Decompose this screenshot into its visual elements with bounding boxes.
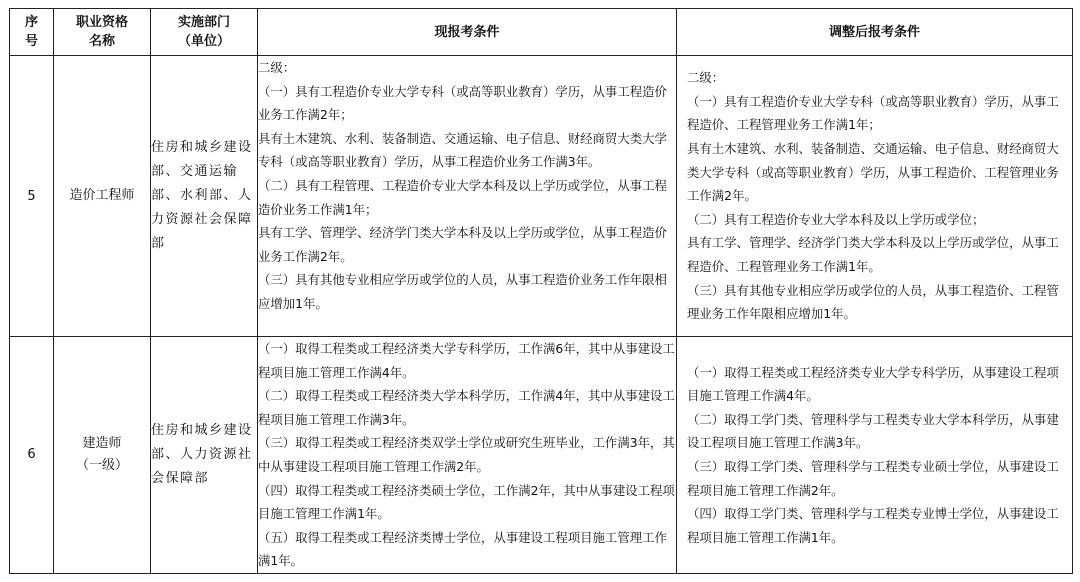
- row-number: 5: [10, 56, 54, 337]
- department: 住房和城乡建设部、人力资源社会保障部: [151, 337, 258, 574]
- table-row: [10, 337, 1073, 574]
- adjusted-conditions: 二级： （一）具有工程造价专业大学专科（或高等职业教育）学历，从事工程造价、工程管理业务工作满1年； 具有土木建筑、水利、装备制造、交通运输、电子信息、财经商贸大类大学专科（或高等职业教育）学历，从事工程造价、工程管理业务工作满2年。 （二）具有工程造价专业大学本科及以上学历或学位； 具有工学、管理学、经济学门类大学本科及以上学历或学位，从事工程造价、工程管理业务工作满1年。 （三）具有其他专业相应学历或学位的人员，从事工程造价、工程管理业务工作年限相应增加1年。: [677, 56, 1073, 337]
- table-row: [10, 56, 1073, 337]
- header-dept: 实施部门 （单位）: [151, 9, 258, 56]
- qualification-name: 建造师 （一级）: [54, 337, 151, 574]
- header-row: [10, 9, 1073, 56]
- header-name: 职业资格 名称: [54, 9, 151, 56]
- header-current-conditions: 现报考条件: [258, 9, 677, 56]
- current-conditions: 二级： （一）具有工程造价专业大学专科（或高等职业教育）学历，从事工程造价业务工作满2年； 具有土木建筑、水利、装备制造、交通运输、电子信息、财经商贸大类大学专科（或高等职业教育）学历，从事工程造价业务工作满3年。 （二）具有工程管理、工程造价专业大学本科及以上学历或学位，从事工程造价业务工作满1年； 具有工学、管理学、经济学门类大学本科及以上学历或学位，从事工程造价业务工作满2年。 （三）具有其他专业相应学历或学位的人员，从事工程造价业务工作年限相应增加1年。: [258, 56, 677, 337]
- row-number: 6: [10, 337, 54, 574]
- department: 住房和城乡建设部、交通运输部、水利部、人力资源社会保障部: [151, 56, 258, 337]
- current-conditions: （一）取得工程类或工程经济类大学专科学历，工作满6年，其中从事建设工程项目施工管理工作满4年。 （二）取得工程类或工程经济类大学本科学历，工作满4年，其中从事建设工程项目施工管理工作满3年。 （三）取得工程类或工程经济类双学士学位或研究生班毕业，工作满3年，其中从事建设工程项目施工管理工作满2年。 （四）取得工程类或工程经济类硕士学位，工作满2年，其中从事建设工程项目施工管理工作满1年。 （五）取得工程类或工程经济类博士学位，从事建设工程项目施工管理工作满1年。: [258, 337, 677, 574]
- qualification-table: [9, 8, 1073, 574]
- header-no: 序 号: [10, 9, 54, 56]
- header-adjusted-conditions: 调整后报考条件: [677, 9, 1073, 56]
- adjusted-conditions: （一）取得工程类或工程经济类专业大学专科学历，从事建设工程项目施工管理工作满4年。 （二）取得工学门类、管理科学与工程类专业大学本科学历，从事建设工程项目施工管理工作满3年。 （三）取得工学门类、管理科学与工程类专业硕士学位，从事建设工程项目施工管理工作满2年。 （四）取得工学门类、管理科学与工程类专业博士学位，从事建设工程项目施工管理工作满1年。: [677, 337, 1073, 574]
- qualification-name: 造价工程师: [54, 56, 151, 337]
